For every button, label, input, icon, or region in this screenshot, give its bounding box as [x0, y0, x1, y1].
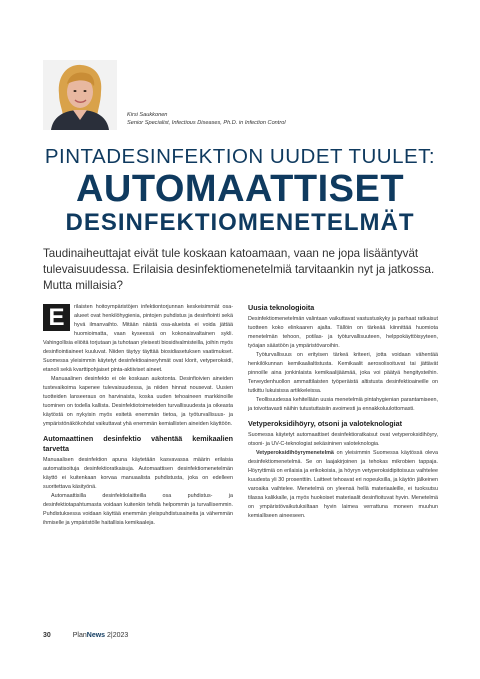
lead-paragraph: Taudinaiheuttajat eivät tule koskaan katoamaan, vaan ne jopa lisääntyvät tulevaisuudessa. Erilaisia desinfektiomenetelmiä tarvitaankin nyt ja jatkossa. Mutta millaisia? — [43, 247, 435, 292]
author-title: Senior Specialist, Infectious Diseases, Ph.D. in Infection Control — [127, 120, 286, 126]
author-caption — [127, 111, 286, 127]
peroxide-term: Vetyperoksidihöyrymenetelmä — [256, 450, 334, 456]
right-paragraph-4: Suomessa käytetyt automaattiset desinfektioratkaisut ovat vetyperoksidihöyry, otsoni- ja UV-C-teknologiat sekäsininen valoteknologia. — [248, 432, 438, 447]
headline-main: AUTOMAATTISET — [75, 168, 405, 210]
left-paragraph-2: Manuaalinen desinfekto ei ole koskaan aukotonta. Desinfioivien aineiden tustevaikoima kapenee tulevaisuudessa, ja niiden hinnat nousevat. Uusien tuotteiden lanseeraus on harvinaista, koska uuden tehoaineen markkinoille tuominen on todella kallista. Desinfektiotoimeteiden turvallisuudesta ja oikeasta käytöstä on nykyisin myös esitetä enemmän tietoa, ja työturvallisuus- ja ympäristönäkökohdat vaikuttavat yhä enemmän kemiallisten aineiden käyttöön. — [43, 376, 233, 427]
magazine-prefix: Plan — [72, 632, 87, 639]
right-column — [248, 303, 438, 521]
section-heading-new-tech: Uusia teknologioita — [248, 303, 315, 312]
right-paragraph-2: Työturvallisuus on erityisen tärkeä kriteeri, jotta voidaan vähentää henkilökunnan kemikaalialtistusta. Kemikaalit aerosolisoituvat tai jättävät pinnoille aina jonkinlaista kemikaalijäämää, joka voi päätyä hengitysteihin. Terveydenhuollon ammattilaisten työperäistä altistusta desinfektioaineille on tutkittu lukuisissa artikkeleissa. — [248, 352, 438, 394]
right-paragraph-3: Teollisuudessa kehitellään uusia menetelmiä pintahygienian parantamiseen, ja toivottavasti näihin tutustuttaisiin avoimesti ja ennakkoluulottomasti. — [248, 397, 438, 412]
left-paragraph-4: Automaattisilla desinfektiolaitteilla osa puhdistus- ja desinfektiotapahtumasta voidaan kuitenkin tehdä helpommin ja turvallisemmin. Puhdistuksessa voidaan käyttää enemmän yleispuhdistusaineita ja vähemmän ihmiselle ja ympäristölle haitallisia kemikaaleja. — [43, 493, 233, 526]
issue-number: 2|2023 — [107, 632, 129, 639]
intro-paragraph — [43, 303, 233, 375]
page-number: 30 — [43, 632, 51, 639]
headline-sub: DESINFEKTIOMENETELMÄT — [65, 209, 415, 236]
right-paragraph-1: Desinfektiomenetelmän valintaan vaikuttavat vastustuskyky ja parhaat ratkaisut tuotteen koko elinkaaren ajalta. Tällöin on tärkeää kiinnittää huomiota menetelmän tehoon, potilas- ja työturvallisuuteen, helppokäyttöisyyteen, työajan säästöön ja ympäristövaroihin. — [248, 316, 438, 349]
author-portrait-image — [43, 60, 117, 130]
left-paragraph-3: Manuaalisen desinfektion apuna käytetään kasvavassa määrin erilaisia automatisoituja desinfektioratkaisuja. Automaattisen desinfektiomenetelmän käyttö ei kuitenkaan korvaa manuaalista puhdistusta, joka on edelleen suoritettava käsityönä. — [43, 457, 233, 490]
intro-text: rilaisten hoitoympäristöjen infektiontorjunnan keskeisimmät osa-alueet ovat henkilöhygienia, pintojen puhdistus ja desinfiointi sekä hyvä ilmanvaihto. Mitään näistä osa-alueista ei voida jättää huomioimatta, vaan kyseessä on kokonaisvaltainen sykli. Vahingollisia eliöitä torjutaan ja tuhotaan yleisesti biosidivalmisteilla, joihin myös desinfiointiaineet kuuluvat. Niiden täytyy täyttää biosidiasetuksen vaatimukset. Suomessa yleisimmin käytetyt desinfektioaineryhmät ovat klorit, vetyperoksidi, etanoli sekä kvarttipohjaiset pinta-aktiiviset aineet. — [43, 304, 233, 373]
author-block — [43, 60, 443, 130]
author-name: Kirsi Saukkonen — [127, 112, 168, 118]
magazine-name: News — [86, 632, 106, 639]
author-photo — [43, 60, 117, 130]
section-heading-peroxide: Vetyperoksidihöyry, otsoni ja valoteknologiat — [248, 419, 403, 428]
dropcap-letter: E — [43, 304, 70, 331]
right-paragraph-5 — [248, 449, 438, 521]
peroxide-text: on yleisimmin Suomessa käytössä oleva desinfektiomenetelmä. Se on laajakirjoinen ja tehokas mikrobien tappaja. Höyryttimiä on erilaisia ja erikokoisia, ja höyryn vetyperoksidipitoisuus vaihtelee kuudesta yli 30 prosenttiin. Laitteet tehoavat eri nopeuksilla, ja käytön jälkeinen varoaika vaihtelee. Menetelmä on yleensä hellä materiaaleille, ei tuoksutsu tilassa kalikkalle, ja myös huokoiset materiaalit desinfioituvat hyvin. Menetelmä on ympäristövaikutuksiltaan hyvin laimea verrattuna moneen muuhun kemialliseen aineeseen. — [248, 450, 438, 519]
left-column — [43, 303, 233, 528]
page-footer — [43, 630, 443, 642]
section-heading-automatic: Automaattinen desinfektio vähentää kemikaalien tarvetta — [43, 434, 233, 453]
headline-kicker: PINTADESINFEKTION UUDET TUULET: — [44, 145, 436, 168]
